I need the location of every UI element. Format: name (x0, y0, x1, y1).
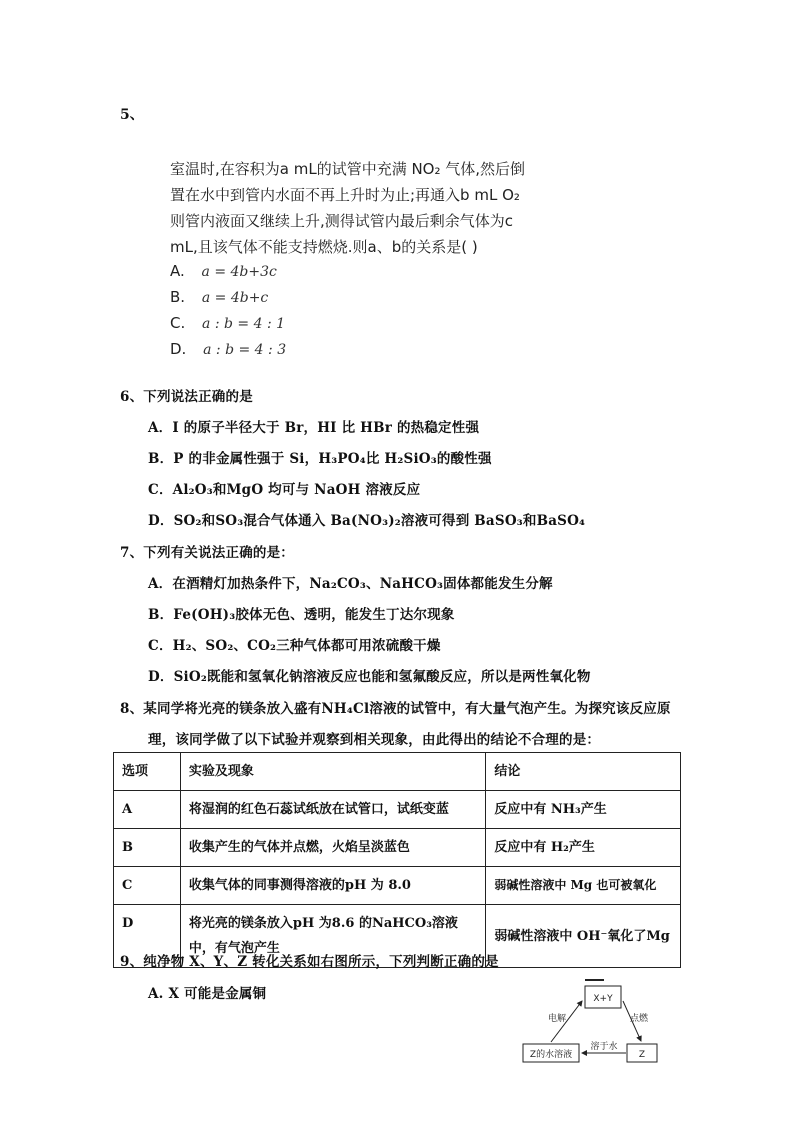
table-header-row (114, 753, 681, 791)
q5-option-b (170, 288, 268, 306)
table-header-cell: 选项 (114, 753, 181, 791)
table-header-cell: 结论 (486, 753, 681, 791)
table-row (114, 829, 681, 867)
node-z-label: Z (638, 1050, 646, 1060)
q5-option-b-label: B. (170, 288, 186, 306)
q8-stem-line-2: 理，该同学做了以下试验并观察到相关现象，由此得出的结论不合理的是： (148, 732, 601, 748)
table-cell: 将光亮的镁条放入pH 为8.6 的NaHCO₃溶液中，有气泡产生 (180, 905, 485, 968)
q5-option-c (170, 314, 285, 332)
q5-option-d (170, 340, 286, 358)
table-cell: 反应中有 NH₃产生 (486, 791, 681, 829)
table-cell: D (114, 905, 181, 968)
q5-line-4: mL,且该气体不能支持燃烧.则a、b的关系是( ) (170, 238, 478, 256)
q7-option-d: D．SiO₂既能和氢氧化钠溶液反应也能和氢氟酸反应，所以是两性氧化物 (148, 669, 591, 685)
conversion-diagram (520, 978, 670, 1073)
q6-option-c: C．Al₂O₃和MgO 均可与 NaOH 溶液反应 (148, 482, 421, 498)
edge-electrolysis-label: 电解 (548, 1014, 567, 1024)
q5-option-c-expr: a : b = 4 : 1 (202, 316, 286, 332)
q5-line-1: 室温时,在容积为a mL的试管中充满 NO₂ 气体,然后倒 (170, 160, 526, 178)
q6-stem: 6、下列说法正确的是 (120, 389, 253, 405)
node-xy-label: X+Y (593, 994, 613, 1004)
q5-option-d-label: D. (170, 340, 187, 358)
table-cell: 收集气体的同事测得溶液的pH 为 8.0 (180, 867, 485, 905)
q6-option-a: A．I 的原子半径大于 Br，HI 比 HBr 的热稳定性强 (148, 420, 480, 436)
edge-dissolve-label: 溶于水 (590, 1042, 618, 1052)
q5-option-d-expr: a : b = 4 : 3 (203, 342, 287, 358)
q5-option-a (170, 262, 277, 280)
q5-number: 5、 (120, 107, 144, 123)
table-cell: 将湿润的红色石蕊试纸放在试管口，试纸变蓝 (180, 791, 485, 829)
table-cell: 收集产生的气体并点燃，火焰呈淡蓝色 (180, 829, 485, 867)
table-header-cell: 实验及现象 (180, 753, 485, 791)
q5-option-b-expr: a = 4b+c (201, 290, 269, 306)
q5-option-a-label: A. (170, 262, 185, 280)
table-cell: B (114, 829, 181, 867)
q9-option-a: A. X 可能是金属铜 (148, 986, 267, 1002)
experiment-table (113, 752, 681, 968)
node-z-solution-label: Z的水溶液 (529, 1050, 573, 1060)
table-cell: A (114, 791, 181, 829)
q7-option-a: A．在酒精灯加热条件下，Na₂CO₃、NaHCO₃固体都能发生分解 (148, 576, 553, 592)
q5-line-3: 则管内液面又继续上升,测得试管内最后剩余气体为c (170, 212, 514, 230)
table-row (114, 791, 681, 829)
q6-option-d: D．SO₂和SO₃混合气体通入 Ba(NO₃)₂溶液可得到 BaSO₃和BaSO₄ (148, 513, 586, 529)
q7-option-b: B．Fe(OH)₃胶体无色、透明，能发生丁达尔现象 (148, 607, 455, 623)
table-cell: 反应中有 H₂产生 (486, 829, 681, 867)
q9-stem: 9、纯净物 X、Y、Z 转化关系如右图所示，下列判断正确的是 (120, 954, 499, 970)
q6-option-b: B．P 的非金属性强于 Si，H₃PO₄比 H₂SiO₃的酸性强 (148, 451, 492, 467)
q5-line-2: 置在水中到管内水面不再上升时为止;再通入b mL O₂ (170, 186, 520, 204)
table-cell: 弱碱性溶液中 OH⁻氧化了Mg (486, 905, 681, 968)
q7-stem: 7、下列有关说法正确的是： (120, 545, 294, 561)
q7-option-c: C．H₂、SO₂、CO₂三种气体都可用浓硫酸干燥 (148, 638, 441, 654)
q5-option-a-expr: a = 4b+3c (201, 264, 277, 280)
table-cell: C (114, 867, 181, 905)
q5-option-c-label: C. (170, 314, 186, 332)
edge-ignition-label: 点燃 (630, 1014, 649, 1024)
q8-stem-line-1: 8、某同学将光亮的镁条放入盛有NH₄Cl溶液的试管中，有大量气泡产生。为探究该反应原 (120, 701, 671, 717)
table-cell: 弱碱性溶液中 Mg 也可被氧化 (486, 867, 681, 905)
table-row (114, 867, 681, 905)
